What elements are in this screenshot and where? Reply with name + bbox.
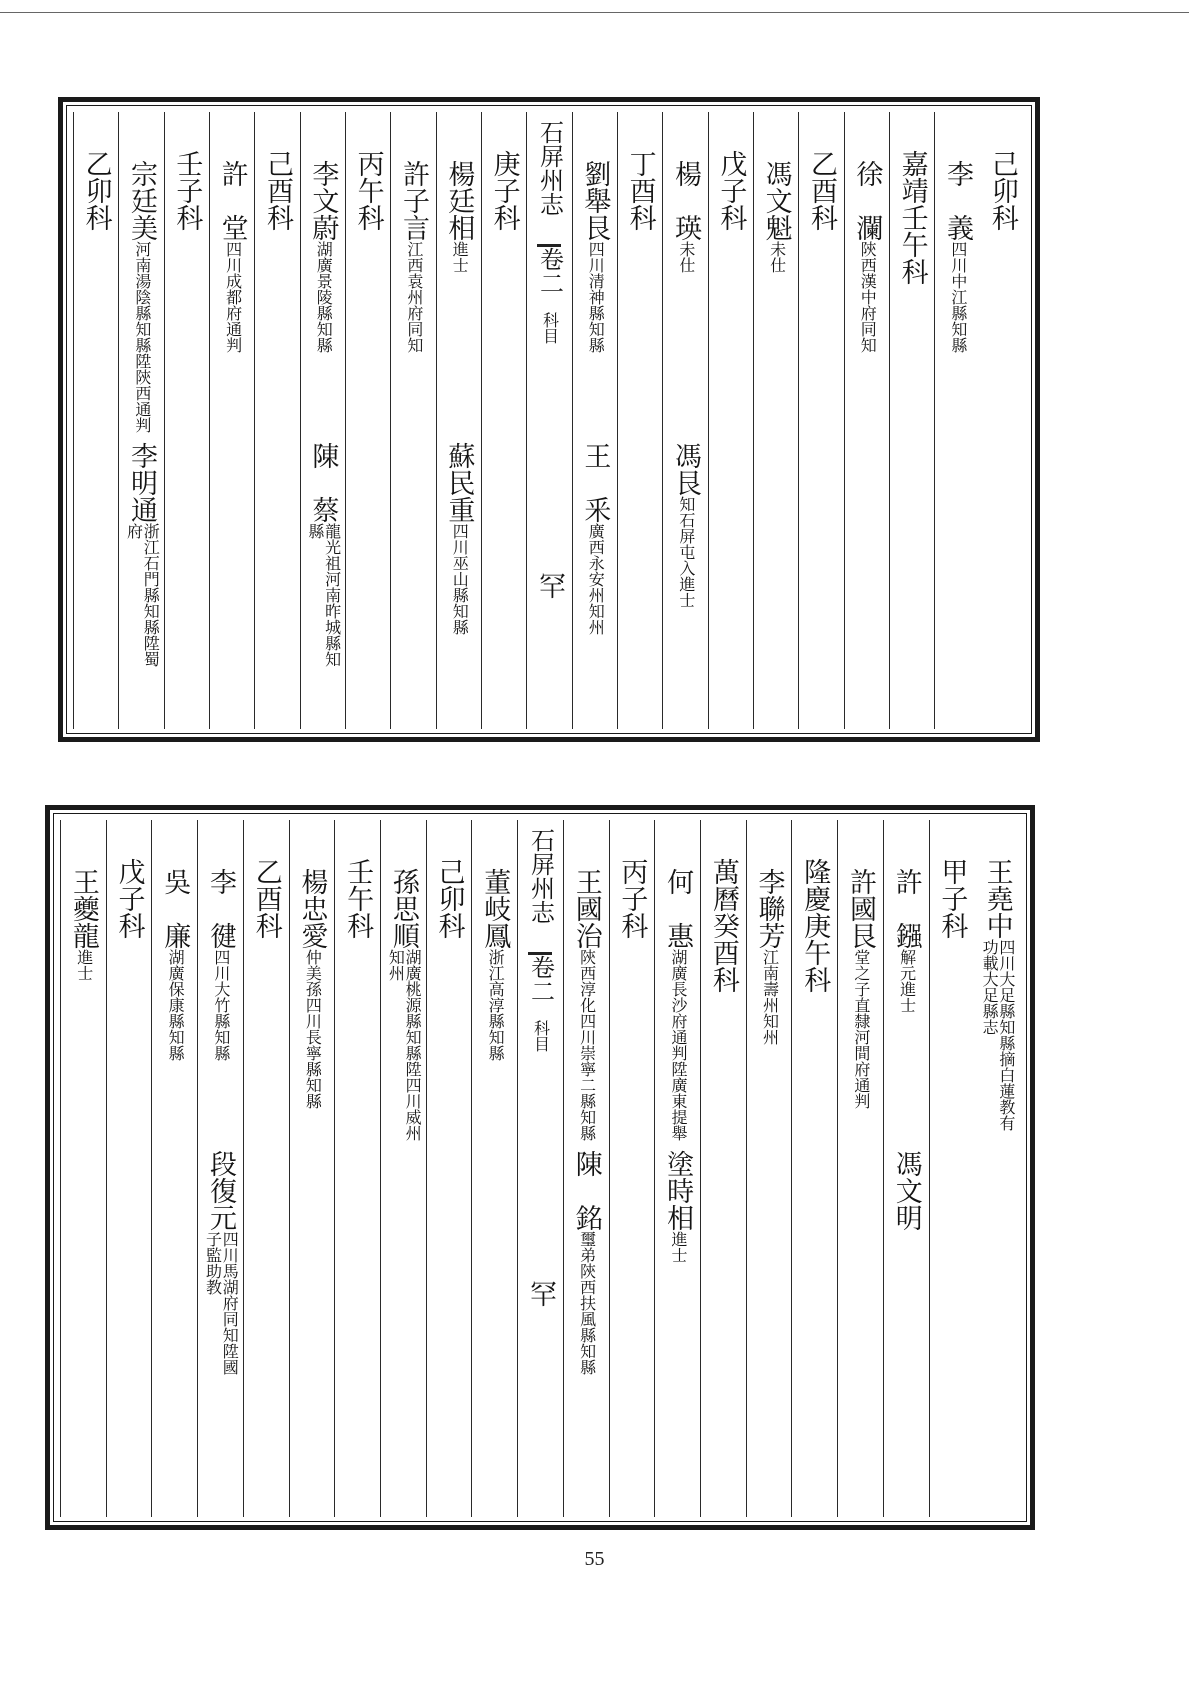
second-entry-annotation: 龍光祖河南昨城縣知縣: [305, 523, 342, 667]
text-column: [563, 820, 609, 1517]
second-entry-name: 李明通: [125, 442, 157, 523]
text-column: [746, 820, 792, 1517]
second-entry-name: 段復元: [204, 1150, 236, 1231]
entry-name: 吳 廉: [159, 868, 191, 949]
entry-name: 孫思順: [387, 868, 419, 949]
text-column: [209, 112, 254, 729]
entry-annotation: 湖廣長沙府通判陞廣東提舉: [669, 949, 689, 1141]
text-column: [980, 112, 1025, 729]
entry-name: 許國艮: [844, 868, 876, 949]
text-column: [426, 820, 472, 1517]
second-entry-annotation: 進士: [669, 1231, 689, 1263]
entry-annotation: 四川大足縣知縣摘白蓮教有功載大足縣志: [980, 939, 1016, 1131]
entry-name: 乙酉科: [805, 150, 837, 231]
section-label: 科目: [531, 1020, 551, 1052]
entry-name: 許子言: [397, 160, 429, 241]
entry-annotation: 江南壽州知州: [760, 949, 780, 1045]
text-column: [617, 112, 662, 729]
top-page-frame: [58, 97, 1040, 742]
text-column: [934, 112, 979, 729]
second-entry-name: 塗時相: [662, 1150, 694, 1231]
text-column: [334, 820, 380, 1517]
second-entry-name: 馮艮: [669, 442, 701, 496]
text-column: [700, 820, 746, 1517]
text-column: [471, 820, 517, 1517]
entry-annotation: 河南湯陰縣知縣陞陝西通判: [132, 241, 152, 433]
entry-name: 許 鏹: [890, 868, 922, 949]
juan-label: 卷二: [528, 952, 552, 1003]
text-column: [197, 820, 243, 1517]
entry-name: 楊 瑛: [669, 160, 701, 241]
entry-annotation: 解元進士: [897, 949, 917, 1013]
entry-annotation: 進士: [74, 949, 94, 981]
entry-name: 李 義: [941, 160, 973, 241]
text-column: [118, 112, 163, 729]
folio-number: 罕: [533, 572, 565, 599]
entry-name: 己卯科: [986, 150, 1018, 231]
entry-annotation: 江西袁州府同知: [404, 241, 424, 353]
entry-name: 李 徤: [204, 868, 236, 949]
text-column: [106, 820, 152, 1517]
entry-name: 李文蔚: [307, 160, 339, 241]
second-entry-name: 蘇民重: [443, 442, 475, 523]
entry-annotation: 浙江高淳縣知縣: [486, 949, 506, 1061]
entry-name: 己酉科: [261, 150, 293, 231]
entry-annotation: 湖廣保康縣知縣: [166, 949, 186, 1061]
second-entry-name: 馮文明: [890, 1150, 922, 1231]
entry-annotation: 四川成都府通判: [223, 241, 243, 353]
text-column: [243, 820, 289, 1517]
text-column: [572, 112, 617, 729]
fold-column: [526, 112, 571, 729]
text-column: [289, 820, 335, 1517]
entry-annotation: 未仕: [676, 241, 696, 273]
entry-name: 丙子科: [616, 858, 648, 939]
text-column: [254, 112, 299, 729]
book-title: 石屏州志: [526, 828, 555, 924]
entry-name: 戊子科: [113, 858, 145, 939]
entry-name: 庚子科: [488, 150, 520, 231]
text-column: [380, 820, 426, 1517]
entry-name: 王夔龍: [67, 868, 99, 949]
entry-annotation: 陝西淳化四川崇寧二縣知縣: [577, 949, 597, 1141]
entry-name: 壬午科: [342, 858, 374, 939]
second-entry-annotation: 四川馬湖府同知陞國子監助教: [203, 1231, 240, 1375]
entry-name: 嘉靖壬午科: [896, 150, 928, 285]
entry-annotation: 進士: [450, 241, 470, 273]
text-column: [345, 112, 390, 729]
entry-name: 己卯科: [433, 858, 465, 939]
text-column: [300, 112, 345, 729]
text-column: [708, 112, 753, 729]
entry-name: 乙卯科: [80, 150, 112, 231]
page-number: 55: [584, 1548, 605, 1570]
entry-name: 壬子科: [171, 150, 203, 231]
text-column: [837, 820, 883, 1517]
book-title: 石屏州志: [535, 120, 564, 216]
second-entry-annotation: 四川巫山縣知縣: [450, 523, 470, 635]
text-column: [662, 112, 707, 729]
entry-name: 王堯中: [981, 858, 1013, 939]
text-column: [390, 112, 435, 729]
entry-name: 劉舉艮: [579, 160, 611, 241]
section-label: 科目: [540, 312, 560, 344]
second-entry-annotation: 知石屏屯入進士: [676, 496, 696, 608]
entry-annotation: 未仕: [767, 241, 787, 273]
second-entry-name: 陳 銘: [570, 1150, 602, 1231]
entry-name: 董岐鳳: [479, 868, 511, 949]
entry-name: 楊忠愛: [296, 868, 328, 949]
entry-name: 宗廷美: [125, 160, 157, 241]
text-column: [798, 112, 843, 729]
text-column: [60, 820, 106, 1517]
second-entry-annotation: 浙江石門縣知縣陞蜀府: [124, 523, 161, 667]
entry-name: 丁酉科: [624, 150, 656, 231]
entry-name: 甲子科: [936, 858, 968, 939]
second-entry-name: 王 釆: [579, 442, 611, 523]
entry-name: 戊子科: [715, 150, 747, 231]
entry-name: 何 惠: [662, 868, 694, 949]
text-column: [883, 820, 929, 1517]
entry-name: 許 堂: [216, 160, 248, 241]
entry-annotation: 堂之子直隸河間府通判: [851, 949, 871, 1109]
text-column: [436, 112, 481, 729]
entry-name: 丙午科: [352, 150, 384, 231]
text-column: [844, 112, 889, 729]
bottom-page-frame: [45, 805, 1035, 1530]
folio-number: 罕: [524, 1280, 556, 1307]
text-column: [889, 112, 934, 729]
text-column: [974, 820, 1020, 1517]
text-column: [151, 820, 197, 1517]
top-rule: [0, 12, 1189, 13]
entry-name: 萬曆癸酉科: [707, 858, 739, 993]
second-entry-name: 陳 蔡: [307, 442, 339, 523]
entry-name: 楊廷相: [443, 160, 475, 241]
fold-column: [517, 820, 563, 1517]
juan-label: 卷二: [537, 244, 561, 295]
second-entry-annotation: 璽弟陝西扶風縣知縣: [577, 1231, 597, 1375]
text-column: [73, 112, 118, 729]
text-column: [654, 820, 700, 1517]
text-column: [481, 112, 526, 729]
second-entry-annotation: 廣西永安州知州: [586, 523, 606, 635]
entry-name: 王國治: [570, 868, 602, 949]
text-column: [791, 820, 837, 1517]
entry-annotation: 仲美孫四川長寧縣知縣: [303, 949, 323, 1109]
entry-annotation: 湖廣景陵縣知縣: [314, 241, 334, 353]
text-column: [609, 820, 655, 1517]
entry-name: 李聯芳: [753, 868, 785, 949]
entry-name: 馮文魁: [760, 160, 792, 241]
entry-annotation: 四川中江縣知縣: [948, 241, 968, 353]
text-column: [929, 820, 975, 1517]
entry-annotation: 湖廣桃源縣知縣陞四川威州知州: [386, 949, 423, 1141]
entry-annotation: 陝西漢中府同知: [858, 241, 878, 353]
entry-name: 徐 瀾: [851, 160, 883, 241]
entry-annotation: 四川大竹縣知縣: [211, 949, 231, 1061]
entry-name: 乙酉科: [250, 858, 282, 939]
text-column: [753, 112, 798, 729]
entry-name: 隆慶庚午科: [799, 858, 831, 993]
entry-annotation: 四川清神縣知縣: [586, 241, 606, 353]
text-column: [164, 112, 209, 729]
